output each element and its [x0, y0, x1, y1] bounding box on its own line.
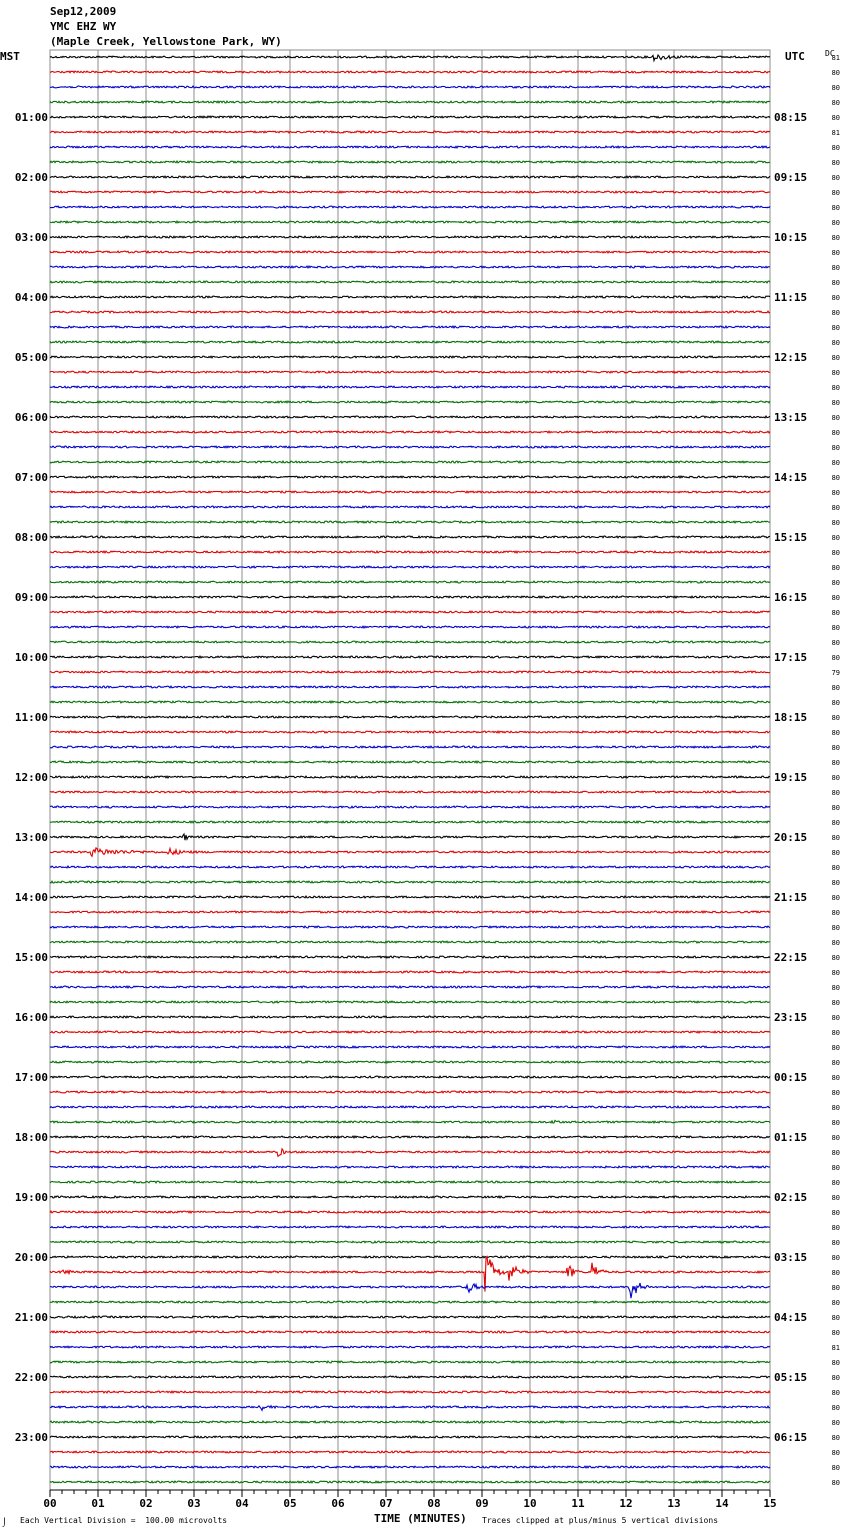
trace-line [50, 566, 770, 568]
dc-offset-label: 81 [831, 129, 840, 137]
x-tick-label: 07 [379, 1497, 393, 1510]
dc-offset-label: 80 [831, 1374, 840, 1382]
right-axis-label: UTC [785, 50, 805, 63]
trace-line [50, 1436, 770, 1438]
dc-offset-label: 80 [831, 369, 840, 377]
trace-line [50, 731, 770, 733]
mst-hour-label: 01:00 [14, 111, 48, 124]
utc-hour-label: 08:15 [774, 111, 808, 124]
dc-offset-label: 80 [831, 114, 840, 122]
mst-hour-label: 12:00 [14, 771, 48, 784]
mst-hour-label: 06:00 [14, 411, 48, 424]
dc-offset-label: 80 [831, 819, 840, 827]
utc-hour-label: 12:15 [774, 351, 808, 364]
trace-line [50, 701, 770, 703]
dc-offset-label: 80 [831, 1299, 840, 1307]
dc-offset-label: 80 [831, 924, 840, 932]
trace-line [50, 446, 770, 448]
dc-offset-label: 80 [831, 1389, 840, 1397]
dc-offset-label: 81 [831, 54, 840, 62]
utc-hour-label: 00:15 [774, 1071, 808, 1084]
mst-hour-label: 15:00 [14, 951, 48, 964]
trace-line [50, 311, 770, 313]
trace-line [50, 1361, 770, 1363]
dc-offset-label: 80 [831, 1284, 840, 1292]
utc-hour-label: 09:15 [774, 171, 808, 184]
dc-offset-label: 80 [831, 144, 840, 152]
dc-offset-label: 81 [831, 1344, 840, 1352]
trace-line [50, 881, 770, 883]
dc-offset-label: 80 [831, 1239, 840, 1247]
trace-line [50, 1149, 770, 1157]
dc-offset-label: 80 [831, 639, 840, 647]
dc-offset-label: 80 [831, 1419, 840, 1427]
dc-offset-label: 80 [831, 1359, 840, 1367]
station-code: YMC EHZ WY [50, 20, 117, 33]
trace-line [50, 1181, 770, 1183]
utc-hour-label: 20:15 [774, 831, 808, 844]
dc-offset-label: 80 [831, 264, 840, 272]
dc-offset-label: 80 [831, 69, 840, 77]
trace-line [50, 776, 770, 778]
trace-line [50, 1481, 770, 1483]
utc-hour-label: 04:15 [774, 1311, 808, 1324]
trace-line [50, 1076, 770, 1078]
trace-line [50, 971, 770, 973]
trace-line [50, 716, 770, 718]
trace-line [50, 641, 770, 643]
mst-hour-label: 02:00 [14, 171, 48, 184]
trace-line [50, 1391, 770, 1393]
dc-offset-label: 80 [831, 1179, 840, 1187]
trace-line [50, 1001, 770, 1003]
mst-hour-label: 05:00 [14, 351, 48, 364]
dc-offset-label: 80 [831, 84, 840, 92]
utc-hour-label: 21:15 [774, 891, 808, 904]
trace-line [50, 131, 770, 133]
dc-offset-label: 80 [831, 234, 840, 242]
trace-line [50, 176, 770, 178]
trace-line [50, 956, 770, 958]
dc-offset-label: 80 [831, 1449, 840, 1457]
dc-offset-label: 80 [831, 594, 840, 602]
trace-line [50, 341, 770, 343]
trace-line [50, 761, 770, 763]
trace-line [50, 1226, 770, 1228]
trace-line [50, 986, 770, 988]
x-tick-label: 09 [475, 1497, 489, 1510]
trace-line [50, 656, 770, 658]
trace-line [50, 1106, 770, 1108]
dc-offset-label: 80 [831, 804, 840, 812]
trace-line [50, 611, 770, 613]
dc-offset-label: 80 [831, 534, 840, 542]
trace-line [50, 101, 770, 103]
trace-line [50, 416, 770, 418]
dc-offset-label: 80 [831, 939, 840, 947]
clip-note: Traces clipped at plus/minus 5 vertical divisions [482, 1516, 719, 1525]
dc-offset-label: 80 [831, 714, 840, 722]
mst-hour-label: 18:00 [14, 1131, 48, 1144]
dc-offset-label: 80 [831, 1104, 840, 1112]
dc-offset-label: 80 [831, 879, 840, 887]
trace-line [50, 281, 770, 283]
dc-offset-label: 80 [831, 1074, 840, 1082]
trace-line [50, 911, 770, 913]
utc-hour-label: 19:15 [774, 771, 808, 784]
mst-hour-label: 14:00 [14, 891, 48, 904]
dc-offset-label: 80 [831, 1464, 840, 1472]
dc-offset-label: 80 [831, 1164, 840, 1172]
dc-offset-label: 80 [831, 759, 840, 767]
dc-offset-label: 80 [831, 849, 840, 857]
trace-line [50, 506, 770, 508]
dc-offset-label: 80 [831, 1194, 840, 1202]
trace-line [50, 116, 770, 118]
mst-hour-label: 16:00 [14, 1011, 48, 1024]
trace-line [50, 371, 770, 373]
corner-mark: ⌡ [2, 1518, 7, 1527]
x-tick-label: 12 [619, 1497, 633, 1510]
dc-offset-label: 80 [831, 354, 840, 362]
trace-line [50, 86, 770, 88]
dc-offset-label: 80 [831, 1434, 840, 1442]
mst-hour-label: 21:00 [14, 1311, 48, 1324]
dc-offset-label: 80 [831, 1149, 840, 1157]
utc-hour-label: 14:15 [774, 471, 808, 484]
dc-offset-label: 80 [831, 984, 840, 992]
dc-offset-label: 80 [831, 1329, 840, 1337]
trace-line [50, 1421, 770, 1423]
dc-offset-label: 80 [831, 624, 840, 632]
dc-offset-label: 80 [831, 1254, 840, 1262]
dc-offset-label: 80 [831, 429, 840, 437]
trace-line [50, 296, 770, 298]
trace-line [50, 834, 770, 840]
mst-hour-label: 11:00 [14, 711, 48, 724]
x-tick-label: 13 [667, 1497, 681, 1510]
dc-offset-label: 80 [831, 204, 840, 212]
x-tick-label: 05 [283, 1497, 297, 1510]
trace-line [50, 848, 770, 856]
trace-line [50, 536, 770, 538]
scale-note: Each Vertical Division = 100.00 microvolts [20, 1516, 228, 1525]
dc-offset-label: 80 [831, 384, 840, 392]
dc-offset-label: 80 [831, 189, 840, 197]
trace-line [50, 386, 770, 388]
mst-hour-label: 03:00 [14, 231, 48, 244]
mst-hour-label: 19:00 [14, 1191, 48, 1204]
dc-offset-label: 80 [831, 969, 840, 977]
x-tick-label: 01 [91, 1497, 105, 1510]
x-tick-label: 03 [187, 1497, 201, 1510]
trace-line [50, 1061, 770, 1063]
x-tick-label: 02 [139, 1497, 153, 1510]
x-axis-title: TIME (MINUTES) [374, 1512, 467, 1525]
dc-offset-label: 80 [831, 474, 840, 482]
trace-line [50, 1166, 770, 1168]
x-tick-label: 08 [427, 1497, 441, 1510]
trace-line [50, 866, 770, 868]
dc-offset-label: 80 [831, 1269, 840, 1277]
trace-line [50, 251, 770, 253]
dc-offset-label: 80 [831, 444, 840, 452]
trace-line [50, 356, 770, 358]
utc-hour-label: 23:15 [774, 1011, 808, 1024]
trace-line [50, 476, 770, 478]
x-tick-label: 10 [523, 1497, 537, 1510]
trace-line [50, 926, 770, 928]
dc-offset-label: 80 [831, 609, 840, 617]
trace-line [50, 161, 770, 163]
trace-line [50, 1256, 770, 1258]
trace-line [50, 266, 770, 268]
trace-line [50, 1016, 770, 1018]
utc-hour-label: 11:15 [774, 291, 808, 304]
dc-offset-label: 80 [831, 579, 840, 587]
dc-offset-label: 80 [831, 1479, 840, 1487]
dc-offset-label: 80 [831, 1119, 840, 1127]
trace-line [50, 596, 770, 598]
trace-line [50, 941, 770, 943]
trace-line [50, 71, 770, 73]
mst-hour-label: 10:00 [14, 651, 48, 664]
trace-line [50, 626, 770, 628]
dc-offset-label: 80 [831, 699, 840, 707]
x-tick-label: 04 [235, 1497, 249, 1510]
dc-offset-label: 80 [831, 909, 840, 917]
dc-offset-label: 80 [831, 219, 840, 227]
trace-line [50, 686, 770, 688]
trace-line [50, 1046, 770, 1048]
mst-hour-label: 20:00 [14, 1251, 48, 1264]
dc-offset-label: 80 [831, 1134, 840, 1142]
dc-offset-label: 80 [831, 159, 840, 167]
trace-line [50, 55, 770, 61]
dc-offset-label: 80 [831, 489, 840, 497]
trace-line [50, 1316, 770, 1318]
dc-offset-label: 80 [831, 1209, 840, 1217]
dc-offset-label: 80 [831, 519, 840, 527]
trace-line [50, 1031, 770, 1033]
plot-frame [50, 50, 770, 1490]
dc-offset-label: 80 [831, 294, 840, 302]
utc-hour-label: 22:15 [774, 951, 808, 964]
dc-offset-label: 80 [831, 309, 840, 317]
trace-line [50, 1196, 770, 1198]
dc-offset-label: 80 [831, 1404, 840, 1412]
trace-line [50, 1241, 770, 1243]
dc-offset-label: 80 [831, 999, 840, 1007]
x-tick-label: 14 [715, 1497, 729, 1510]
trace-line [50, 1301, 770, 1303]
x-tick-label: 15 [763, 1497, 777, 1510]
trace-line [50, 221, 770, 223]
dc-offset-label: 80 [831, 459, 840, 467]
dc-offset-label: 80 [831, 99, 840, 107]
mst-hour-label: 22:00 [14, 1371, 48, 1384]
trace-line [50, 821, 770, 823]
x-tick-label: 00 [43, 1497, 57, 1510]
dc-offset-label: 80 [831, 954, 840, 962]
trace-line [50, 1406, 770, 1411]
trace-line [50, 671, 770, 673]
mst-hour-label: 13:00 [14, 831, 48, 844]
mst-hour-label: 09:00 [14, 591, 48, 604]
dc-offset-label: 80 [831, 1314, 840, 1322]
dc-label: DC [825, 49, 835, 58]
dc-offset-label: 80 [831, 1014, 840, 1022]
dc-offset-label: 80 [831, 774, 840, 782]
utc-hour-label: 15:15 [774, 531, 808, 544]
dc-offset-label: 80 [831, 564, 840, 572]
trace-line [50, 806, 770, 808]
trace-line [50, 1283, 770, 1298]
dc-offset-label: 79 [831, 669, 840, 677]
mst-hour-label: 04:00 [14, 291, 48, 304]
dc-offset-label: 80 [831, 894, 840, 902]
dc-offset-label: 80 [831, 1089, 840, 1097]
trace-line [50, 746, 770, 748]
chart-date: Sep12,2009 [50, 5, 117, 18]
trace-line [50, 191, 770, 193]
dc-offset-label: 80 [831, 1029, 840, 1037]
dc-offset-label: 80 [831, 834, 840, 842]
dc-offset-label: 80 [831, 249, 840, 257]
mst-hour-label: 23:00 [14, 1431, 48, 1444]
dc-offset-label: 80 [831, 789, 840, 797]
x-tick-label: 06 [331, 1497, 345, 1510]
trace-line [50, 1346, 770, 1348]
dc-offset-label: 80 [831, 414, 840, 422]
dc-offset-label: 80 [831, 399, 840, 407]
utc-hour-label: 13:15 [774, 411, 808, 424]
dc-offset-label: 80 [831, 744, 840, 752]
trace-line [50, 146, 770, 148]
utc-hour-label: 16:15 [774, 591, 808, 604]
trace-line [50, 236, 770, 238]
dc-offset-label: 80 [831, 684, 840, 692]
left-axis-label: MST [0, 50, 20, 63]
dc-offset-label: 80 [831, 324, 840, 332]
utc-hour-label: 10:15 [774, 231, 808, 244]
trace-line [50, 1120, 770, 1123]
utc-hour-label: 06:15 [774, 1431, 808, 1444]
dc-offset-label: 80 [831, 174, 840, 182]
trace-line [50, 551, 770, 553]
trace-line [50, 581, 770, 583]
dc-offset-label: 80 [831, 729, 840, 737]
trace-line [50, 1211, 770, 1213]
dc-offset-label: 80 [831, 1059, 840, 1067]
trace-line [50, 491, 770, 493]
mst-hour-label: 17:00 [14, 1071, 48, 1084]
utc-hour-label: 03:15 [774, 1251, 808, 1264]
trace-line [50, 1331, 770, 1333]
trace-line [50, 206, 770, 208]
trace-line [50, 1376, 770, 1378]
trace-line [50, 1466, 770, 1468]
dc-offset-label: 80 [831, 279, 840, 287]
station-location: (Maple Creek, Yellowstone Park, WY) [50, 35, 282, 48]
mst-hour-label: 07:00 [14, 471, 48, 484]
trace-line [50, 431, 770, 433]
trace-line [50, 791, 770, 793]
trace-line [50, 896, 770, 898]
x-tick-label: 11 [571, 1497, 585, 1510]
utc-hour-label: 18:15 [774, 711, 808, 724]
trace-line [50, 461, 770, 463]
dc-offset-label: 80 [831, 504, 840, 512]
dc-offset-label: 80 [831, 1044, 840, 1052]
utc-hour-label: 05:15 [774, 1371, 808, 1384]
dc-offset-label: 80 [831, 549, 840, 557]
dc-offset-label: 80 [831, 864, 840, 872]
dc-offset-label: 80 [831, 1224, 840, 1232]
dc-offset-label: 80 [831, 339, 840, 347]
dc-offset-label: 80 [831, 654, 840, 662]
trace-line [50, 1091, 770, 1093]
utc-hour-label: 01:15 [774, 1131, 808, 1144]
mst-hour-label: 08:00 [14, 531, 48, 544]
trace-line [50, 401, 770, 403]
utc-hour-label: 02:15 [774, 1191, 808, 1204]
trace-line [50, 326, 770, 328]
trace-line [50, 521, 770, 523]
utc-hour-label: 17:15 [774, 651, 808, 664]
trace-line [50, 1451, 770, 1453]
trace-line [50, 1136, 770, 1138]
